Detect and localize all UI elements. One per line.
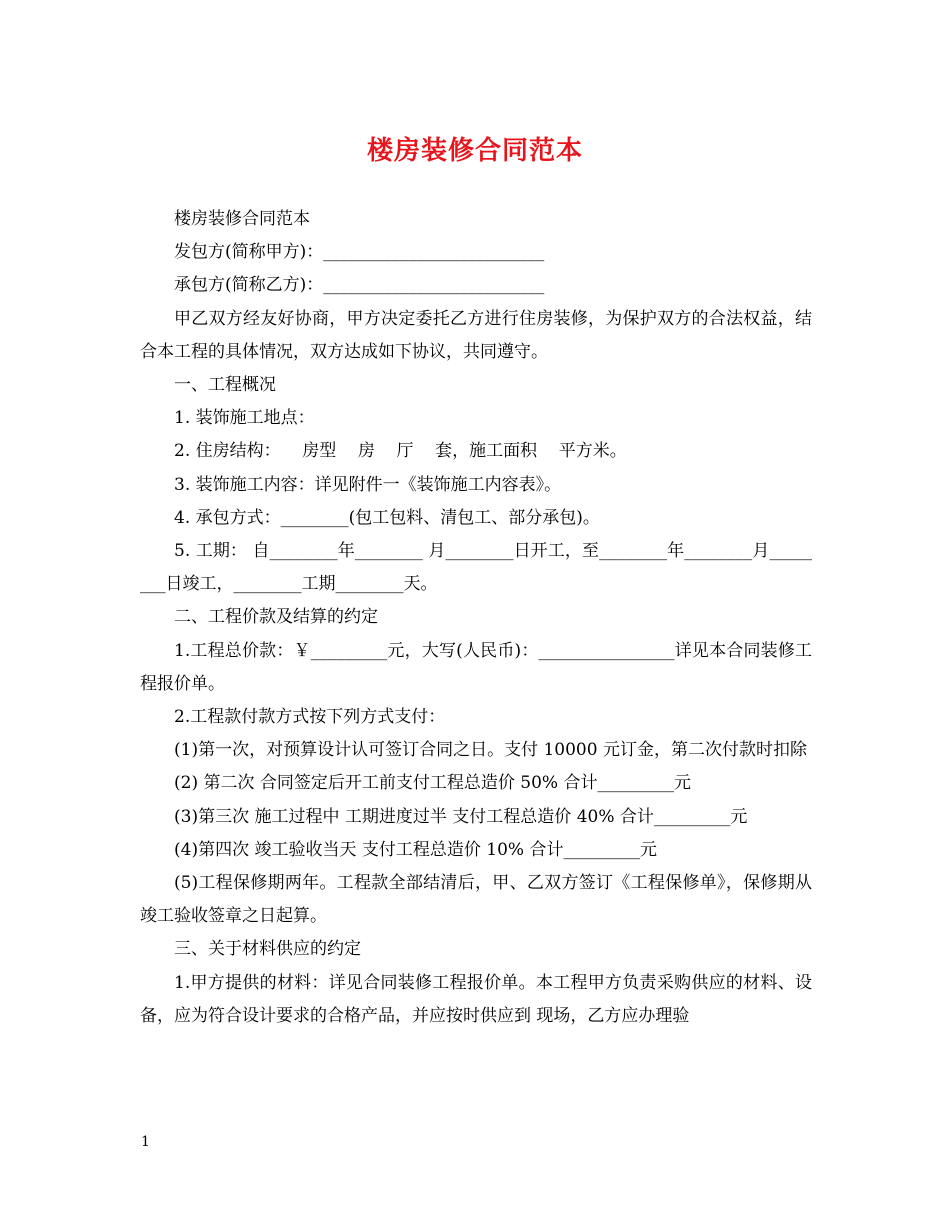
- paragraph-payment-5: (5)工程保修期两年。工程款全部结清后，甲、乙双方签订《工程保修单》，保修期从竣工验收签章之日起算。: [140, 873, 812, 927]
- section-heading-1: 一、工程概况: [174, 375, 276, 396]
- paragraph-item-1-4: 4. 承包方式：________(包工包料、清包工、部分承包)。: [174, 507, 600, 528]
- paragraph-item-2-1: 1.工程总价款：￥_________元，大写(人民币)：________________详见本合同装修工程报价单。: [140, 640, 812, 694]
- paragraph-payment-1: (1)第一次，对预算设计认可签订合同之日。支付 10000 元订金，第二次付款时扣除: [174, 740, 807, 761]
- paragraph-preamble: 甲乙双方经友好协商，甲方决定委托乙方进行住房装修，为保护双方的合法权益，结合本工程的具体情况，双方达成如下协议，共同遵守。: [140, 308, 812, 362]
- section-heading-2: 二、工程价款及结算的约定: [174, 607, 378, 628]
- document-body: [140, 203, 812, 1033]
- paragraph-item-2-2: 2.工程款付款方式按下列方式支付：: [174, 707, 446, 728]
- paragraph-item-1-1: 1. 装饰施工地点：: [174, 408, 315, 429]
- document-title: 楼房装修合同范本: [366, 136, 583, 166]
- paragraph-item-3-1: 1.甲方提供的材料：详见合同装修工程报价单。本工程甲方负责采购供应的材料、设备，应为符合设计要求的合格产品，并应按时供应到 现场，乙方应办理验: [140, 972, 812, 1026]
- paragraph-item-1-2: 2. 住房结构： 房型 房 厅 套，施工面积 平方米。: [174, 441, 627, 462]
- paragraph-heading-repeat: 楼房装修合同范本: [174, 209, 310, 229]
- paragraph-party-a: 发包方(简称甲方)：__________________________: [174, 242, 545, 263]
- paragraph-payment-4: (4)第四次 竣工验收当天 支付工程总造价 10% 合计_________元: [174, 839, 657, 860]
- paragraph-payment-3: (3)第三次 施工过程中 工期进度过半 支付工程总造价 40% 合计_________元: [174, 806, 748, 827]
- section-heading-3: 三、关于材料供应的约定: [174, 939, 361, 960]
- paragraph-item-1-3: 3. 装饰施工内容：详见附件一《装饰施工内容表》。: [174, 474, 562, 495]
- paragraph-party-b: 承包方(简称乙方)：__________________________: [174, 275, 545, 296]
- page-number: 1: [141, 1134, 150, 1150]
- paragraph-payment-2: (2) 第二次 合同签定后开工前支付工程总造价 50% 合计_________元: [174, 773, 691, 794]
- paragraph-item-1-5: 5. 工期： 自________年________ 月________日开工，至________年________月________日竣工，________工期________天。: [140, 541, 812, 595]
